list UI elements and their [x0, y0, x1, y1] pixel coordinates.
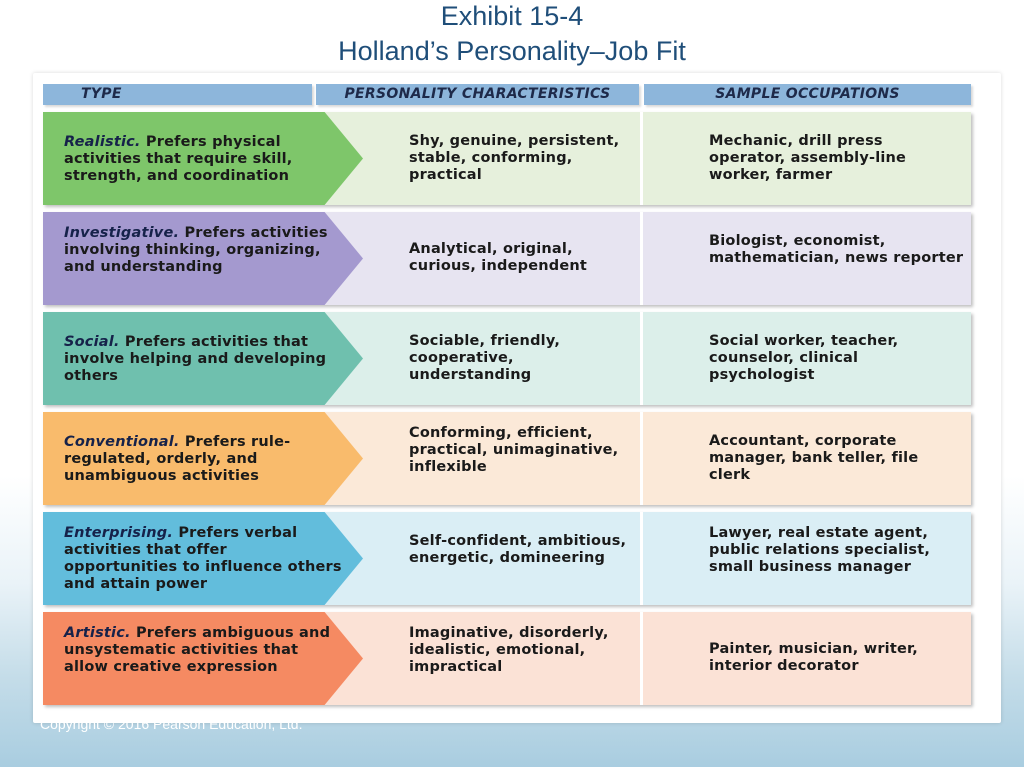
type-text: [64, 434, 344, 485]
personality-characteristics: Self-confident, ambitious, energetic, domineering: [409, 533, 627, 566]
exhibit-title: Holland’s Personality–Job Fit: [338, 36, 686, 66]
type-text: [64, 525, 344, 593]
header-personality: PERSONALITY CHARACTERISTICS: [316, 84, 639, 105]
personality-characteristics: Imaginative, disorderly, idealistic, emotional, impractical: [409, 625, 609, 675]
header-type: TYPE: [43, 84, 312, 105]
row-investigative: [43, 212, 973, 305]
copyright-footer: Copyright © 2016 Pearson Education, Ltd.: [40, 716, 303, 732]
sample-occupations: Painter, musician, writer, interior decorator: [709, 641, 918, 674]
type-description: Prefers ambiguous and unsystematic activities that allow creative expression: [64, 625, 331, 675]
column-divider: [640, 512, 643, 605]
personality-characteristics: Sociable, friendly, cooperative, understanding: [409, 333, 561, 383]
column-divider: [640, 112, 643, 205]
type-name: Realistic.: [64, 134, 141, 150]
type-name: Conventional.: [64, 434, 180, 450]
row-conventional: [43, 412, 973, 505]
row-realistic: [43, 112, 973, 205]
column-divider: [640, 312, 643, 405]
type-text: [64, 134, 344, 185]
header-occupations: SAMPLE OCCUPATIONS: [644, 84, 971, 105]
sample-occupations: Accountant, corporate manager, bank teller, file clerk: [709, 433, 919, 483]
sample-occupations: Social worker, teacher, counselor, clinical psychologist: [709, 333, 899, 383]
personality-characteristics: Conforming, efficient, practical, unimaginative, inflexible: [409, 425, 619, 475]
row-social: [43, 312, 973, 405]
sample-occupations: Lawyer, real estate agent, public relations specialist, small business manager: [709, 525, 931, 575]
row-artistic: [43, 612, 973, 705]
type-text: [64, 225, 344, 276]
type-name: Investigative.: [64, 225, 180, 241]
type-name: Social.: [64, 334, 120, 350]
column-divider: [640, 212, 643, 305]
type-name: Artistic.: [64, 625, 131, 641]
type-description: Prefers rule-regulated, orderly, and unambiguous activities: [64, 434, 291, 484]
type-description: Prefers physical activities that require skill, strength, and coordination: [64, 134, 293, 184]
type-name: Enterprising.: [64, 525, 174, 541]
personality-characteristics: Analytical, original, curious, independent: [409, 241, 588, 274]
type-text: [64, 334, 344, 385]
type-description: Prefers activities that involve helping and developing others: [64, 334, 327, 384]
exhibit-number: Exhibit 15-4: [440, 1, 584, 31]
column-divider: [640, 412, 643, 505]
type-description: Prefers activities involving thinking, organizing, and understanding: [64, 225, 328, 275]
row-enterprising: [43, 512, 973, 605]
sample-occupations: Mechanic, drill press operator, assembly-line worker, farmer: [709, 133, 907, 183]
type-description: Prefers verbal activities that offer opportunities to influence others and attain power: [64, 525, 342, 592]
sample-occupations: Biologist, economist, mathematician, news reporter: [709, 233, 964, 266]
personality-characteristics: Shy, genuine, persistent, stable, conforming, practical: [409, 133, 620, 183]
column-divider: [640, 612, 643, 705]
type-text: [64, 625, 344, 676]
